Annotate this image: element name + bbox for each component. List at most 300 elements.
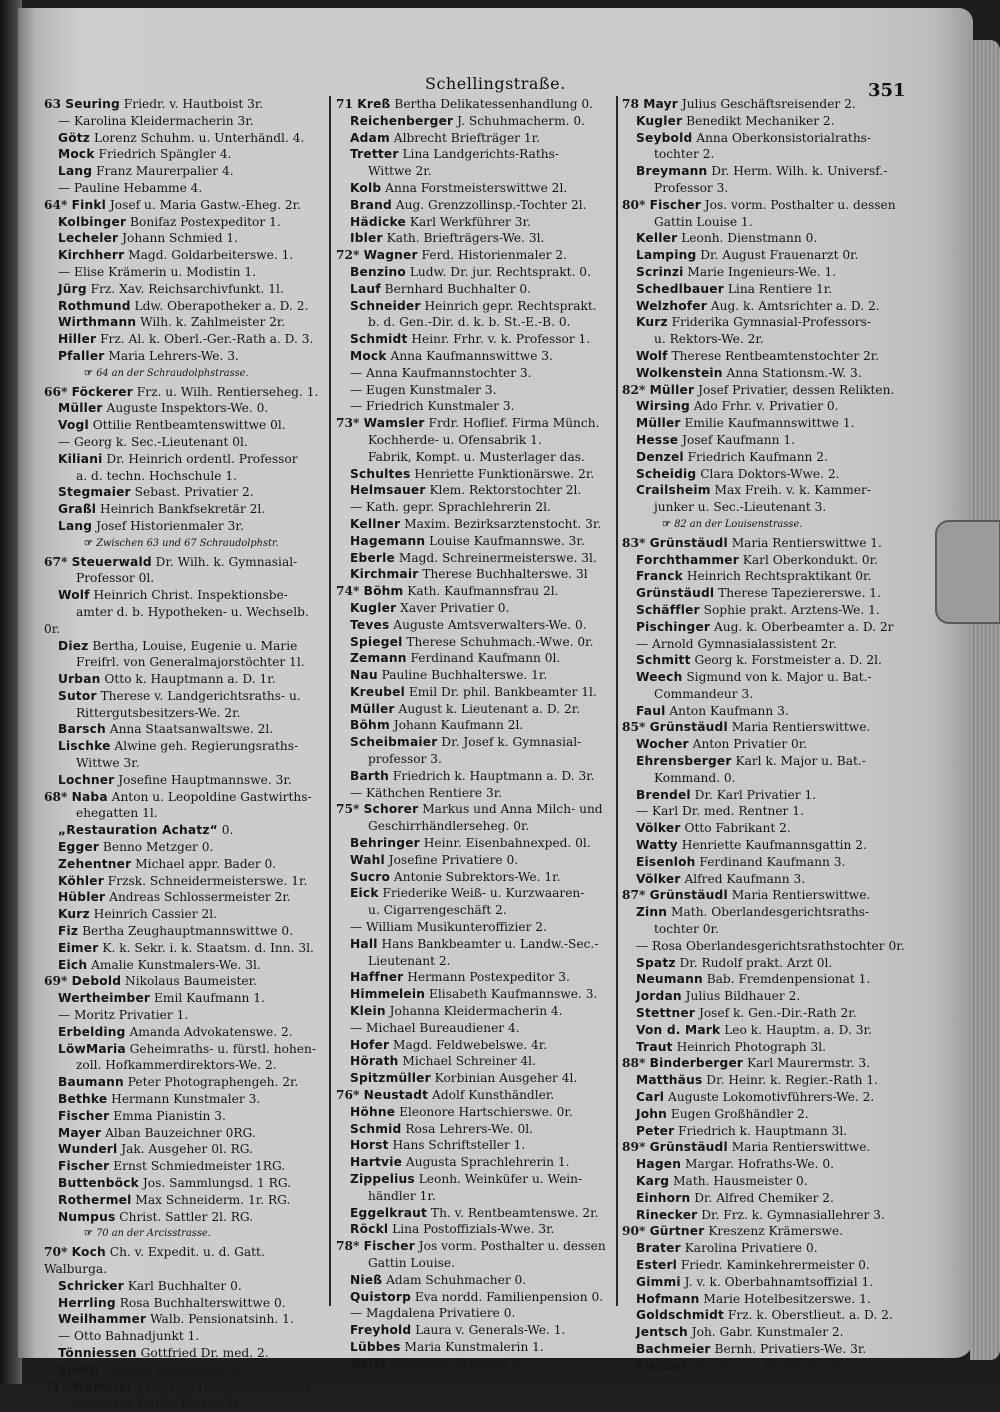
resident-surname: Wagner (363, 248, 418, 263)
resident-entry (44, 889, 322, 906)
resident-entry (44, 314, 322, 331)
resident-details: Dr. Wilh. k. Gymnasial- (151, 554, 298, 569)
resident-entry (622, 938, 906, 955)
entry-continuation (44, 468, 322, 485)
resident-details: Jos vorm. Posthalter u. dessen (414, 1239, 606, 1254)
resident-surname: Nau (350, 668, 378, 683)
entry-continuation (622, 180, 906, 197)
resident-entry (336, 1121, 614, 1138)
resident-details: — Anna Kaufmannstochter 3. (350, 365, 532, 380)
resident-surname: Vogl (58, 418, 89, 433)
resident-details: Peter Photographengeh. 2r. (123, 1075, 299, 1090)
resident-surname: Kugler (350, 600, 397, 615)
resident-surname: Jürg (58, 281, 87, 296)
resident-surname: Tretter (350, 147, 399, 162)
resident-details: Eugen Großhändler 2. (667, 1106, 809, 1121)
resident-entry (44, 671, 322, 688)
street-corner-note (44, 1226, 322, 1243)
note-text: 64 an der Schraudolphstrasse. (96, 367, 249, 379)
resident-details: Gottfried Dr. med. 2. (136, 1345, 269, 1360)
resident-entry (336, 919, 614, 936)
resident-surname: Rothmund (58, 298, 131, 313)
resident-entry (336, 113, 614, 130)
resident-surname: Neustadt (363, 1088, 429, 1103)
resident-details: Geheimraths- u. fürstl. hohen- (125, 1041, 316, 1056)
resident-details: Leonh. Dienstmann 0. (677, 231, 818, 246)
resident-surname: Kirchherr (58, 248, 125, 263)
house-number: 89* (622, 1140, 650, 1155)
resident-surname: Eberle (350, 550, 395, 565)
resident-details: 0. (217, 823, 234, 838)
street-corner-note (44, 366, 322, 383)
resident-entry (336, 365, 614, 382)
pointing-hand-icon: ☞ (84, 1228, 97, 1240)
resident-details: Friedrich k. Hauptmann 3l. (674, 1123, 848, 1138)
resident-surname: Kugler (636, 113, 683, 128)
continuation-text: Lieutenant 2. (368, 953, 451, 968)
resident-details: Auguste Inspektors-We. 0. (102, 401, 269, 416)
resident-details: Maria Rentierswittwe. (727, 720, 871, 735)
resident-entry (44, 923, 322, 940)
resident-entry (336, 264, 614, 281)
resident-surname: Wolf (636, 348, 668, 363)
resident-details: Anna Staatsanwaltswe. 2l. (105, 722, 274, 737)
resident-entry (336, 650, 614, 667)
resident-entry (622, 96, 906, 113)
entry-continuation (622, 499, 906, 516)
resident-entry (622, 871, 906, 888)
entry-continuation (336, 449, 614, 466)
resident-entry (622, 585, 906, 602)
resident-details: Aug. Grenzzollinsp.-Tochter 2l. (391, 197, 587, 212)
resident-details: Walb. Pensionatsinh. 1. (146, 1312, 294, 1327)
resident-surname: Baumann (58, 1075, 124, 1090)
entry-continuation (336, 1255, 614, 1272)
resident-entry (622, 130, 906, 147)
resident-details: Albrecht Briefträger 1r. (389, 130, 540, 145)
resident-details: Laura v. Generals-We. 1. (411, 1323, 566, 1338)
resident-details: Lorenz Schuhm. u. Unterhändl. 4. (90, 130, 305, 145)
resident-surname: Müller (350, 701, 395, 716)
resident-entry (44, 1295, 322, 1312)
resident-entry (336, 1053, 614, 1070)
resident-entry (44, 400, 322, 417)
resident-details: — William Musikunteroffizier 2. (350, 920, 547, 935)
resident-entry (44, 1007, 322, 1024)
resident-surname: Müller (636, 416, 681, 431)
resident-details: Dr. Karl Privatier 1. (690, 787, 817, 802)
resident-surname: Lochner (58, 772, 115, 787)
street-corner-note (44, 536, 322, 553)
entry-continuation (336, 953, 614, 970)
resident-details: Magd. Goldarbeiterswe. 1. (124, 248, 294, 263)
resident-surname: Kolb (350, 180, 382, 195)
resident-details: Georg k. Forstmeister a. D. 2l. (690, 653, 882, 668)
continuation-text: u. dessen Gattin Bertha 1l. (76, 1396, 242, 1411)
page-edge-stack (970, 40, 1000, 1360)
resident-surname: Mock (350, 348, 387, 363)
resident-surname: Schorer (363, 802, 419, 817)
resident-surname: Fischer (58, 1159, 110, 1174)
resident-surname: Benzino (350, 264, 406, 279)
resident-entry (336, 1205, 614, 1222)
resident-details: Frzsk. Schneidermeisterswe. 1r. (103, 873, 308, 888)
pointing-hand-icon: ☞ (84, 367, 97, 379)
resident-entry (622, 1324, 906, 1341)
entry-continuation (336, 902, 614, 919)
resident-entry (44, 163, 322, 180)
resident-details: Adolf Kunsthändler. (428, 1088, 555, 1103)
resident-details: Henriette Kaufmannsgattin 2. (677, 838, 867, 853)
resident-surname: Hofer (350, 1037, 390, 1052)
resident-details: Sigmund von k. Major u. Bat.- (682, 670, 872, 685)
resident-details: Therese v. Landgerichtsraths- u. (96, 688, 301, 703)
resident-surname: Schricker (58, 1278, 124, 1293)
resident-details: Anna Oberkonsistorialraths- (692, 130, 872, 145)
resident-entry (622, 719, 906, 736)
resident-surname: Peter (636, 1123, 675, 1138)
resident-surname: Buttenböck (58, 1176, 139, 1190)
resident-entry (336, 415, 614, 432)
resident-entry (336, 566, 614, 583)
resident-entry (622, 230, 906, 247)
resident-entry (622, 1039, 906, 1056)
house-number: 82* (622, 382, 650, 397)
resident-surname: Hiller (58, 332, 97, 347)
resident-details: Christ. Sattler 2l. RG. (115, 1209, 254, 1224)
resident-surname: Hübler (58, 890, 106, 905)
resident-surname: Götz (58, 130, 91, 145)
resident-details: Frz. Xav. Reichsarchivfunkt. 1l. (86, 281, 284, 296)
resident-entry (336, 634, 614, 651)
resident-surname: Kolbinger (58, 214, 127, 229)
resident-details: Ottilie Rentbeamtenswittwe 0l. (88, 418, 286, 433)
resident-entry (622, 854, 906, 871)
resident-surname: Eimer (58, 940, 99, 955)
note-text: Zwischen 63 und 67 Schraudolphstr. (96, 537, 279, 549)
resident-entry (622, 298, 906, 315)
resident-entry (44, 1328, 322, 1345)
entry-continuation (44, 604, 322, 638)
resident-surname: Wunderl (58, 1142, 118, 1157)
resident-surname: Helmsauer (350, 483, 426, 498)
resident-surname: Mock (58, 147, 95, 162)
resident-surname: Wamsler (71, 1379, 133, 1394)
resident-surname: Bachmeier (636, 1341, 711, 1356)
resident-entry (622, 568, 906, 585)
resident-surname: Kiliani (58, 451, 103, 466)
resident-details: Benedikt Mechaniker 2. (682, 113, 835, 128)
resident-surname: Schmid (350, 1121, 402, 1136)
resident-details: Lina Rentiere 1r. (723, 281, 833, 296)
resident-entry (622, 314, 906, 331)
resident-details: Joh. Gabr. Kunstmaler 2. (687, 1325, 844, 1340)
resident-surname: Herrling (58, 1295, 116, 1310)
continuation-text: tochter 2. (654, 147, 715, 162)
resident-details: Alfred Kaufmann 3. (680, 871, 806, 886)
resident-surname: Weech (636, 670, 683, 685)
resident-details: Bab. Fremdenpensionat 1. (702, 972, 871, 987)
resident-surname: Binderberger (649, 1056, 744, 1071)
resident-details: Kath. Kaufmannsfrau 2l. (403, 584, 559, 599)
continuation-text: u. Cigarrengeschäft 2. (368, 903, 507, 918)
resident-entry (336, 1322, 614, 1339)
resident-surname: Keller (636, 231, 678, 246)
resident-entry (44, 1024, 322, 1041)
resident-surname: Lauf (350, 281, 381, 296)
resident-surname: Schultes (350, 466, 411, 481)
resident-details: — Käthchen Rentiere 3r. (350, 785, 503, 800)
resident-entry (336, 684, 614, 701)
resident-details: Magd. Schreinermeisterswe. 3l. (394, 550, 597, 565)
entry-continuation (336, 1188, 614, 1205)
resident-surname: Gürtner (649, 1224, 705, 1239)
resident-entry (622, 197, 906, 214)
resident-surname: Barth (350, 768, 390, 783)
resident-surname: Welzhofer (636, 298, 707, 313)
resident-entry (44, 990, 322, 1007)
resident-details: Karl Werkführer 3r. (406, 214, 531, 229)
resident-surname: Zehentner (58, 856, 132, 871)
resident-details: Marie Ingenieurs-We. 1. (683, 264, 837, 279)
resident-details: Heinrich Rechtspraktikant 0r. (683, 569, 872, 584)
continuation-text: zoll. Hofkammerdirektors-We. 2. (76, 1058, 277, 1073)
resident-surname: Spitzmüller (350, 1071, 431, 1086)
resident-surname: Eisenloh (636, 854, 696, 869)
resident-entry (44, 1158, 322, 1175)
resident-details: Therese Tapeziererswe. 1. (714, 586, 881, 601)
continuation-text: professor 3. (368, 752, 442, 767)
resident-entry (44, 501, 322, 518)
resident-surname: Franck (636, 569, 683, 584)
resident-entry (336, 701, 614, 718)
resident-surname: Esterl (636, 1257, 678, 1272)
resident-entry (336, 1305, 614, 1322)
entry-continuation (336, 314, 614, 331)
resident-entry (336, 550, 614, 567)
resident-surname: Köhler (58, 873, 104, 888)
resident-details: Bernhard Buchhalter 0. (380, 281, 532, 296)
note-text: 82 an der Louisenstrasse. (674, 518, 803, 530)
resident-entry (336, 1238, 614, 1255)
resident-entry (44, 180, 322, 197)
resident-surname: Seuring (65, 97, 120, 111)
resident-surname: Quistorp (350, 1289, 412, 1304)
resident-details: Maria Rentierswittwe 1. (727, 535, 882, 550)
resident-entry (336, 281, 614, 298)
resident-details: Jos. Sammlungsd. 1 RG. (139, 1176, 292, 1190)
house-number: 72* (336, 248, 364, 263)
resident-surname: Hagen (636, 1157, 682, 1172)
entry-continuation (622, 146, 906, 163)
resident-entry (336, 96, 614, 113)
resident-surname: Zinn (636, 905, 668, 920)
house-number: 74* (336, 584, 364, 599)
resident-entry (336, 852, 614, 869)
house-number: 69* (44, 974, 72, 989)
resident-entry (622, 1072, 906, 1089)
resident-details: Eleonore Hartschierswe. 0r. (395, 1104, 573, 1119)
resident-details: — Michael Bureaudiener 4. (350, 1020, 520, 1035)
resident-entry (44, 1192, 322, 1209)
resident-entry (336, 482, 614, 499)
resident-details: Hermann Postexpeditor 3. (403, 970, 570, 985)
continuation-text: b. d. Gen.-Dir. d. k. b. St.-E.-B. 0. (368, 315, 571, 330)
resident-surname: Höhne (350, 1104, 396, 1119)
resident-entry (622, 837, 906, 854)
resident-entry (622, 1139, 906, 1156)
resident-details: Sophie prakt. Arztens-We. 1. (699, 602, 880, 617)
resident-details: Friedrich Hoflief., Fabrikant (132, 1379, 311, 1394)
resident-details: Auguste Amtsverwalters-We. 0. (389, 617, 587, 632)
resident-details: Heinr. Eisenbahnexped. 0l. (419, 836, 591, 851)
resident-surname: Brater (636, 1241, 681, 1256)
resident-entry (44, 384, 322, 401)
resident-details: — Eugen Kunstmaler 3. (350, 382, 497, 397)
resident-surname: Wolf (58, 588, 90, 603)
resident-entry (44, 638, 322, 655)
resident-details: Rosa Lehrers-We. 0l. (401, 1121, 534, 1136)
resident-entry (44, 1175, 322, 1192)
resident-entry (336, 348, 614, 365)
resident-surname: Jentsch (636, 1325, 688, 1340)
entry-continuation (622, 686, 906, 703)
resident-surname: Horst (350, 1138, 389, 1153)
resident-surname: Fischer (649, 197, 701, 212)
resident-details: Karl k. Major u. Bat.- (731, 754, 866, 769)
resident-surname: Faul (636, 703, 666, 718)
resident-surname: Koch (71, 1245, 106, 1260)
resident-details: Jak. Ausgeher 0l. RG. (117, 1142, 253, 1157)
pointing-hand-icon: ☞ (84, 537, 97, 549)
resident-details: Karl Buchhalter 0. (123, 1278, 242, 1293)
resident-entry (44, 197, 322, 214)
resident-entry (622, 247, 906, 264)
resident-details: Benno Metzger 0. (99, 840, 214, 855)
house-number: 85* (622, 720, 650, 735)
continuation-text: Commandeur 3. (654, 686, 754, 701)
resident-details: Ferdinand Kaufmann 3. (695, 854, 846, 869)
resident-surname: „Restauration Achatz“ (58, 823, 218, 838)
resident-surname: Müller (649, 382, 695, 397)
continuation-text: Freifrl. von Generalmajorstöchter 1l. (76, 655, 305, 670)
resident-surname: Hagemann (350, 533, 426, 548)
resident-surname: Hörath (350, 1054, 399, 1069)
resident-details: Math. Hausmeister 0. (669, 1174, 808, 1188)
resident-entry (622, 415, 906, 432)
resident-details: Max Schneiderm. 1r. RG. (131, 1192, 291, 1207)
resident-details: Heinrich Cassier 2l. (89, 907, 217, 922)
column-divider (616, 96, 618, 1306)
resident-entry (44, 1041, 322, 1058)
resident-entry (336, 1171, 614, 1188)
continuation-text: u. Rektors-We. 2r. (654, 332, 764, 347)
resident-entry (44, 247, 322, 264)
page-title: Schellingstraße. (425, 74, 566, 93)
continuation-text: Fabrik, Kompt. u. Musterlager das. (368, 449, 585, 464)
resident-surname: Urban (58, 672, 101, 687)
resident-details: Leonh. Weinküfer u. Wein- (414, 1172, 583, 1186)
resident-details: Hermann Kunstmaler 3. (107, 1092, 261, 1107)
resident-entry (622, 887, 906, 904)
resident-entry (44, 772, 322, 789)
resident-entry (336, 466, 614, 483)
resident-details: Dr. Josef k. Gymnasial- (437, 735, 582, 750)
resident-details: — Kath. gepr. Sprachlehrerin 2l. (350, 500, 551, 515)
resident-entry (622, 803, 906, 820)
resident-entry (336, 583, 614, 600)
resident-entry (44, 348, 322, 365)
resident-details: Kreszenz Krämerswe. (704, 1224, 844, 1239)
resident-surname: Schäffler (636, 602, 700, 617)
resident-entry (44, 331, 322, 348)
page-tab-marker (935, 520, 1000, 624)
resident-entry (44, 688, 322, 705)
continuation-text: Gattin Louise. (368, 1255, 455, 1270)
entry-continuation (44, 570, 322, 587)
resident-entry (622, 904, 906, 921)
resident-details: Dr. Herm. Wilh. k. Universf.- (707, 164, 888, 179)
resident-details: Maria Lehrers-We. 3. (104, 348, 239, 363)
resident-entry (622, 753, 906, 770)
resident-surname: Kurz (58, 907, 90, 922)
resident-details: Marie Hotelbesitzerswe. 1. (699, 1291, 871, 1306)
resident-entry (336, 969, 614, 986)
resident-entry (44, 146, 322, 163)
resident-entry (622, 1089, 906, 1106)
street-corner-note (622, 517, 906, 534)
resident-entry (44, 130, 322, 147)
resident-details: Adam Schuhmacher 0. (382, 1272, 527, 1287)
resident-entry (44, 1209, 322, 1226)
resident-surname: Mayer (58, 1125, 102, 1140)
resident-entry (622, 1358, 906, 1375)
entry-continuation (44, 705, 322, 722)
resident-surname: Von d. Mark (636, 1022, 721, 1037)
resident-entry (336, 214, 614, 231)
resident-details: — Karolina Kleidermacherin 3r. (58, 113, 254, 128)
continuation-text: händler 1r. (368, 1188, 436, 1203)
resident-details: Dr. Rudolf prakt. Arzt 0l. (675, 955, 833, 970)
entry-continuation (44, 1057, 322, 1074)
resident-entry (44, 873, 322, 890)
resident-entry (336, 516, 614, 533)
resident-details: Clara Doktors-Wwe. 2. (696, 466, 840, 481)
resident-surname: Fischer (58, 1108, 110, 1123)
resident-details: Emil Dr. phil. Bankbeamter 1l. (404, 684, 597, 699)
house-number: 78 (622, 97, 644, 111)
resident-entry (336, 785, 614, 802)
resident-details: Johann Schmied 1. (118, 231, 239, 246)
resident-surname: Erbelding (58, 1024, 126, 1039)
resident-entry (44, 973, 322, 990)
house-number: 75* (336, 802, 364, 817)
entry-continuation (44, 1395, 322, 1412)
resident-entry (622, 449, 906, 466)
resident-details: Lina Postoffizials-Wwe. 3r. (388, 1222, 555, 1237)
resident-entry (622, 1190, 906, 1207)
resident-surname: Klein (350, 1004, 386, 1019)
resident-entry (622, 535, 906, 552)
resident-surname: Brendel (636, 787, 691, 802)
pointing-hand-icon: ☞ (662, 518, 675, 530)
resident-surname: Hesse (636, 432, 679, 447)
resident-details: Maria Rentierswittwe. (727, 888, 871, 903)
resident-entry (336, 835, 614, 852)
resident-details: Johanna Kleidermacherin 4. (385, 1004, 563, 1019)
resident-surname: Brand (350, 197, 392, 212)
entry-continuation (336, 751, 614, 768)
